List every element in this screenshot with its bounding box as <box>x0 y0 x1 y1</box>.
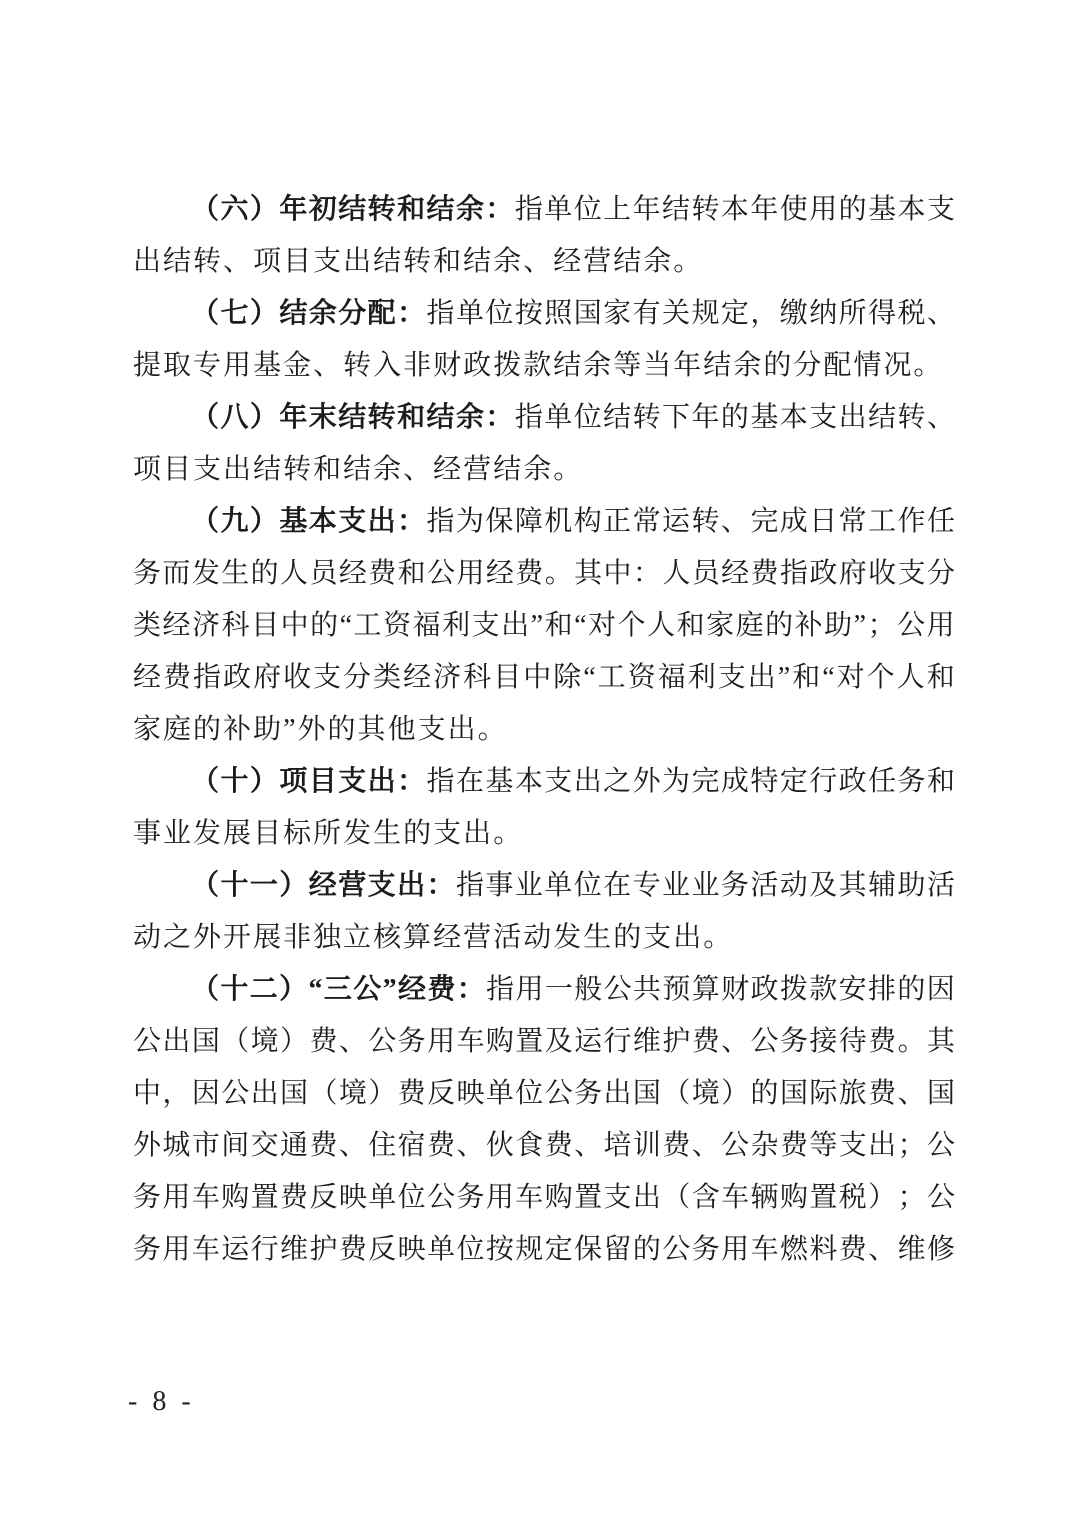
paragraph-7 <box>133 964 955 1276</box>
document-body <box>133 184 955 1276</box>
paragraph-2 <box>133 288 955 392</box>
paragraph-1 <box>133 184 955 288</box>
paragraph-6 <box>133 860 955 964</box>
text-line: 公 出 国 （ 境 ） 费 、 公 务 用 车 购 置 及 运 行 维 护 费 、 公 务 接 待 费 。 其 <box>133 1026 955 1057</box>
paragraph-4 <box>133 496 955 756</box>
text-line: 项目支出结转和结余、经营结余。 <box>133 454 584 485</box>
text-line: 外 城 市 间 交 通 费 、 住 宿 费 、 伙 食 费 、 培 训 费 、 公 杂 费 等 支 出 ； 公 <box>133 1130 955 1161</box>
text-line: 务 用 车 购 置 费 反 映 单 位 公 务 用 车 购 置 支 出 （ 含 车 辆 购 置 税 ） ； 公 <box>133 1182 955 1213</box>
paragraph-5 <box>133 756 955 860</box>
text-line: 出结转、项目支出结转和结余、经营结余。 <box>133 246 704 277</box>
text-line: （ 九 ） 基 本 支 出 ： 指 为 保 障 机 构 正 常 运 转 、 完 成 日 常 工 作 任 <box>191 506 955 537</box>
text-line: （ 八 ） 年 末 结 转 和 结 余 ： 指 单 位 结 转 下 年 的 基 本 支 出 结 转 、 <box>191 402 955 433</box>
text-line: （ 十 ） 项 目 支 出 ： 指 在 基 本 支 出 之 外 为 完 成 特 定 行 政 任 务 和 <box>191 766 955 797</box>
text-line: 家庭的补助”外的其他支出。 <box>133 714 508 745</box>
text-line: 中 ， 因 公 出 国 （ 境 ） 费 反 映 单 位 公 务 出 国 （ 境 ） 的 国 际 旅 费 、 国 <box>133 1078 955 1109</box>
text-line: （ 七 ） 结 余 分 配 ： 指 单 位 按 照 国 家 有 关 规 定 ， 缴 纳 所 得 税 、 <box>191 298 955 329</box>
text-line: 经 费 指 政 府 收 支 分 类 经 济 科 目 中 除 “ 工 资 福 利 支 出 ” 和 “ 对 个 人 和 <box>133 662 955 693</box>
text-line: 提取专用基金、转入非财政拨款结余等当年结余的分配情况。 <box>133 350 944 381</box>
page-number: - 8 - <box>128 1386 195 1417</box>
text-line: （ 六 ） 年 初 结 转 和 结 余 ： 指 单 位 上 年 结 转 本 年 使 用 的 基 本 支 <box>191 194 955 225</box>
text-line: 动之外开展非独立核算经营活动发生的支出。 <box>133 922 734 953</box>
text-line: （ 十 二 ） “ 三 公 ” 经 费 ： 指 用 一 般 公 共 预 算 财 政 拨 款 安 排 的 因 <box>191 974 955 1005</box>
text-line: 类 经 济 科 目 中 的 “ 工 资 福 利 支 出 ” 和 “ 对 个 人 和 家 庭 的 补 助 ” ； 公 用 <box>133 610 955 641</box>
text-line: （ 十 一 ） 经 营 支 出 ： 指 事 业 单 位 在 专 业 业 务 活 动 及 其 辅 助 活 <box>191 870 955 901</box>
text-line: 务 用 车 运 行 维 护 费 反 映 单 位 按 规 定 保 留 的 公 务 用 车 燃 料 费 、 维 修 <box>133 1234 955 1265</box>
text-line: 事业发展目标所发生的支出。 <box>133 818 524 849</box>
text-line: 务 而 发 生 的 人 员 经 费 和 公 用 经 费 。 其 中 ： 人 员 经 费 指 政 府 收 支 分 <box>133 558 955 589</box>
paragraph-3 <box>133 392 955 496</box>
